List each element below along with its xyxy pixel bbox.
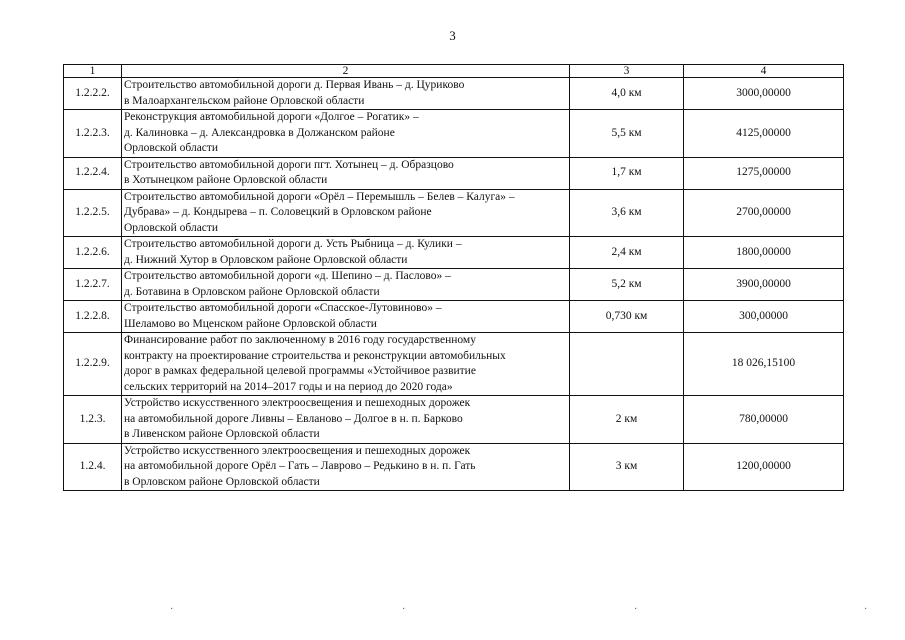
description-line: Строительство автомобильной дороги д. Усть Рыбница – д. Кулики –	[124, 238, 462, 250]
table-row	[64, 269, 844, 301]
item-length: 3 км	[570, 443, 684, 491]
item-length: 3,6 км	[570, 189, 684, 237]
description-line: д. Нижний Хутор в Орловском районе Орловской области	[124, 253, 408, 266]
table-row	[64, 78, 844, 110]
item-description	[122, 189, 570, 237]
description-line: сельских территорий на 2014–2017 годы и на период до 2020 года»	[124, 380, 453, 393]
description-line: на автомобильной дороге Ливны – Евланово – Долгое в н. п. Барково	[124, 412, 463, 425]
item-amount: 3900,00000	[684, 269, 844, 301]
scan-artifact-dot: ·	[402, 604, 406, 615]
table-row	[64, 301, 844, 333]
item-number: 1.2.2.4.	[64, 157, 122, 189]
description-line: Реконструкция автомобильной дороги «Долгое – Рогатик» –	[124, 111, 419, 123]
item-number: 1.2.2.2.	[64, 78, 122, 110]
item-length: 5,5 км	[570, 110, 684, 158]
item-description	[122, 269, 570, 301]
description-line: Орловской области	[124, 221, 219, 234]
description-line: контракту на проектирование строительства и реконструкции автомобильных	[124, 349, 506, 362]
column-header-description: 2	[122, 65, 570, 78]
description-line: д. Ботавина в Орловском районе Орловской области	[124, 285, 380, 298]
item-amount: 1200,00000	[684, 443, 844, 491]
item-length: 5,2 км	[570, 269, 684, 301]
item-length: 2 км	[570, 396, 684, 444]
description-line: Орловской области	[124, 142, 219, 154]
table-row	[64, 189, 844, 237]
item-description	[122, 237, 570, 269]
column-header-number: 1	[64, 65, 122, 78]
item-amount: 780,00000	[684, 396, 844, 444]
item-description	[122, 157, 570, 189]
page-number: 3	[449, 28, 456, 43]
scan-artifact-dot: ·	[634, 604, 638, 615]
item-amount: 2700,00000	[684, 189, 844, 237]
item-number: 1.2.4.	[64, 443, 122, 491]
item-number: 1.2.2.8.	[64, 301, 122, 333]
description-line: Шеламово во Мценском районе Орловской области	[124, 317, 377, 330]
description-line: в Ливенском районе Орловской области	[124, 428, 320, 440]
table-row	[64, 443, 844, 491]
item-length	[570, 333, 684, 396]
description-line: д. Калиновка – д. Александровка в Должанском районе	[124, 126, 395, 139]
item-description	[122, 301, 570, 333]
scan-artifact-dot: ·	[864, 604, 868, 615]
item-length: 0,730 км	[570, 301, 684, 333]
description-line: Устройство искусственного электроосвещения и пешеходных дорожек	[124, 444, 471, 457]
table-header-row	[64, 65, 844, 78]
description-line: в Хотынецком районе Орловской области	[124, 174, 328, 186]
item-amount: 3000,00000	[684, 78, 844, 110]
description-line: Строительство автомобильной дороги пгт. Хотынец – д. Образцово	[124, 158, 454, 171]
item-description	[122, 110, 570, 158]
item-amount: 300,00000	[684, 301, 844, 333]
description-line: Дубрава» – д. Кондырева – п. Соловецкий в Орловском районе	[124, 206, 432, 218]
item-number: 1.2.2.3.	[64, 110, 122, 158]
item-number: 1.2.2.9.	[64, 333, 122, 396]
description-line: в Малоархангельском районе Орловской области	[124, 94, 365, 107]
table-row	[64, 237, 844, 269]
description-line: Устройство искусственного электроосвещения и пешеходных дорожек	[124, 397, 471, 409]
item-amount: 4125,00000	[684, 110, 844, 158]
item-length: 1,7 км	[570, 157, 684, 189]
item-number: 1.2.2.7.	[64, 269, 122, 301]
item-number: 1.2.2.5.	[64, 189, 122, 237]
description-line: на автомобильной дороге Орёл – Гать – Лаврово – Редькино в н. п. Гать	[124, 460, 476, 472]
table-row	[64, 333, 844, 396]
table-row	[64, 396, 844, 444]
description-line: Строительство автомобильной дороги д. Первая Ивань – д. Цуриково	[124, 79, 465, 91]
item-number: 1.2.3.	[64, 396, 122, 444]
item-length: 2,4 км	[570, 237, 684, 269]
table-row	[64, 157, 844, 189]
table-body	[64, 78, 844, 491]
description-line: дорог в рамках федеральной целевой программы «Устойчивое развитие	[124, 365, 476, 377]
item-description	[122, 443, 570, 491]
description-line: Строительство автомобильной дороги «Спасское-Лутовиново» –	[124, 302, 442, 314]
description-line: Финансирование работ по заключенному в 2016 году государственному	[124, 334, 476, 346]
item-number: 1.2.2.6.	[64, 237, 122, 269]
item-amount: 1800,00000	[684, 237, 844, 269]
item-amount: 1275,00000	[684, 157, 844, 189]
scan-artifact-dot: ·	[170, 604, 174, 615]
description-line: Строительство автомобильной дороги «д. Шепино – д. Паслово» –	[124, 270, 451, 282]
column-header-amount: 4	[684, 65, 844, 78]
item-description	[122, 78, 570, 110]
description-line: Строительство автомобильной дороги «Орёл – Перемышль – Белев – Калуга» –	[124, 190, 515, 203]
item-length: 4,0 км	[570, 78, 684, 110]
item-description	[122, 333, 570, 396]
table-row	[64, 110, 844, 158]
description-line: в Орловском районе Орловской области	[124, 475, 320, 488]
column-header-length: 3	[570, 65, 684, 78]
item-amount: 18 026,15100	[684, 333, 844, 396]
item-description	[122, 396, 570, 444]
road-projects-table	[63, 64, 844, 491]
